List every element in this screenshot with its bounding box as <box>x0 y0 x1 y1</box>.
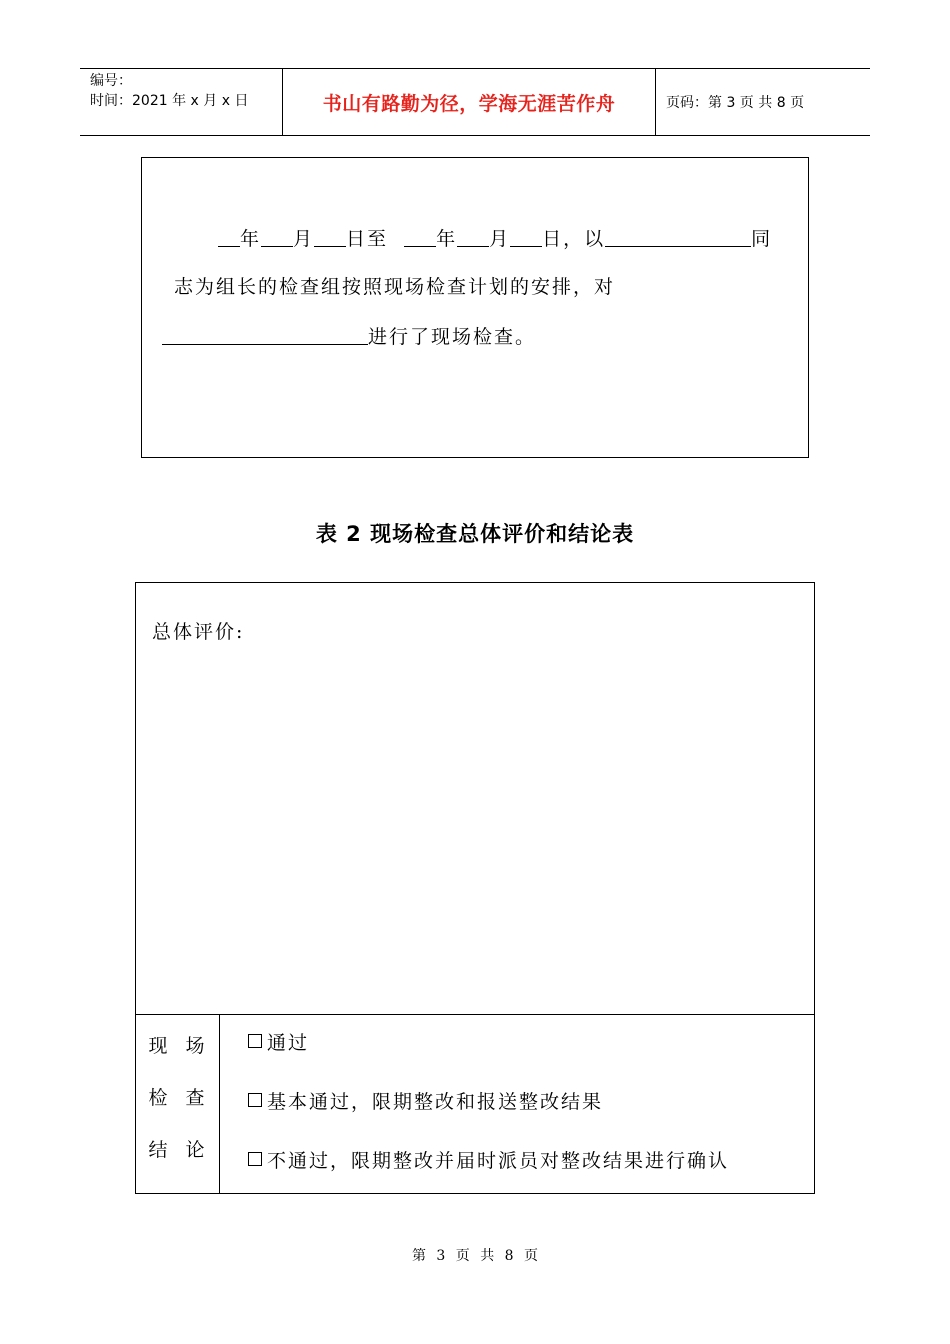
record-line-3-tail: 进行了现场检查。 <box>368 326 537 348</box>
header-page-info: 页码：第 3 页 共 8 页 <box>666 95 805 111</box>
record-day-to: 日至 <box>346 228 389 250</box>
record-month-1: 月 <box>293 228 315 250</box>
option-basic-pass-label: 基本通过，限期整改和报送整改结果 <box>267 1091 604 1113</box>
conclusion-label <box>136 1031 219 1187</box>
document-time-label: 时间：2021 年 x 月 x 日 <box>90 93 249 109</box>
conclusion-label-line-3: 结 论 <box>148 1139 207 1161</box>
evaluation-table <box>135 582 815 1194</box>
year-blank-1[interactable] <box>218 224 240 247</box>
month-blank-1[interactable] <box>261 224 293 247</box>
table-2-title: 表 2 现场检查总体评价和结论表 <box>315 522 635 546</box>
option-fail-label: 不通过，限期整改并届时派员对整改结果进行确认 <box>267 1150 730 1172</box>
option-fail[interactable] <box>248 1146 729 1173</box>
checkbox-icon[interactable] <box>248 1152 262 1166</box>
option-pass-label: 通过 <box>267 1032 310 1054</box>
record-year-1: 年 <box>240 228 262 250</box>
record-line-1 <box>218 224 772 251</box>
page-footer: 第 3 页 共 8 页 <box>411 1248 539 1264</box>
table-row-divider <box>136 1014 814 1015</box>
inspected-entity-blank[interactable] <box>162 322 368 345</box>
record-day-with: 日，以 <box>542 228 606 250</box>
conclusion-label-line-2: 检 查 <box>148 1087 207 1109</box>
inspection-record-box <box>141 157 809 458</box>
conclusion-label-line-1: 现 场 <box>148 1035 207 1057</box>
year-blank-2[interactable] <box>404 224 436 247</box>
document-number-label: 编号： <box>90 73 132 89</box>
record-year-2: 年 <box>436 228 458 250</box>
month-blank-2[interactable] <box>457 224 489 247</box>
record-tong: 同 <box>751 228 773 250</box>
record-line-3 <box>162 322 536 349</box>
checkbox-icon[interactable] <box>248 1034 262 1048</box>
table-column-divider <box>219 1014 220 1193</box>
header-motto: 书山有路勤为径，学海无涯苦作舟 <box>282 69 656 135</box>
option-basic-pass[interactable] <box>248 1087 603 1114</box>
checkbox-icon[interactable] <box>248 1093 262 1107</box>
overall-evaluation-label: 总体评价: <box>152 621 245 643</box>
record-line-2: 志为组长的检查组按照现场检查计划的安排，对 <box>174 276 616 298</box>
page-header <box>80 68 870 136</box>
leader-name-blank[interactable] <box>605 224 751 247</box>
option-pass[interactable] <box>248 1028 309 1055</box>
header-meta <box>80 69 282 135</box>
record-month-2: 月 <box>489 228 511 250</box>
day-blank-1[interactable] <box>314 224 346 247</box>
day-blank-2[interactable] <box>510 224 542 247</box>
